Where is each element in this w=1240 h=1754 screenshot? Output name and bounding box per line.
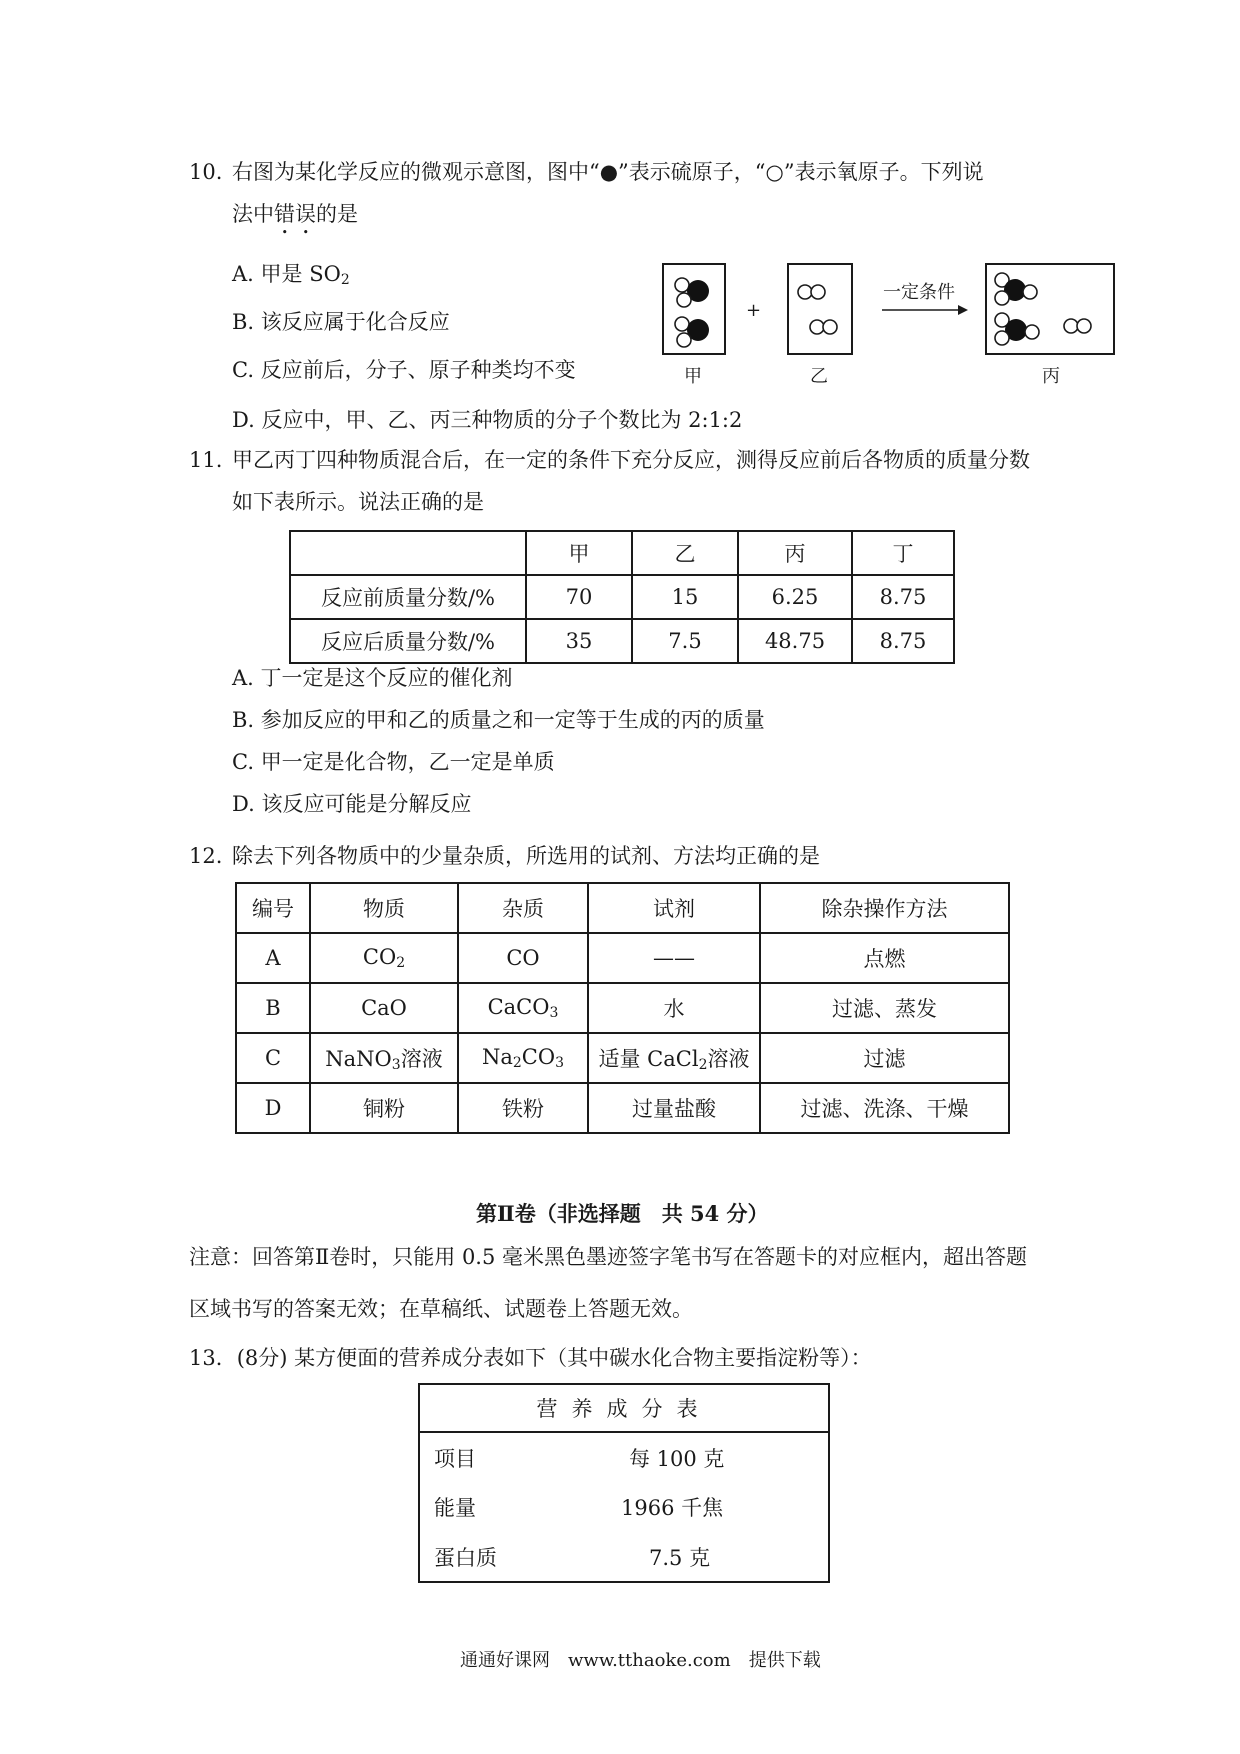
reagent-text: 适量 CaCl xyxy=(598,1047,699,1071)
formula-text: CaO xyxy=(361,996,407,1020)
table-cell xyxy=(588,933,760,983)
label-bing: 丙 xyxy=(1042,366,1060,387)
table-cell: 8.75 xyxy=(852,619,954,663)
reagent-text: —— xyxy=(653,946,695,970)
table-cell xyxy=(290,531,526,575)
box-yi xyxy=(788,264,852,354)
formula-subscript: 2 xyxy=(698,1057,708,1073)
formula-text: CO xyxy=(362,945,397,969)
option-text: 该反应可能是分解反应 xyxy=(261,792,472,816)
q10-number: 10. xyxy=(189,160,223,184)
box-jia xyxy=(663,264,725,354)
option-letter: B. xyxy=(232,708,255,732)
table-cell: 过滤、洗涤、干燥 xyxy=(760,1083,1009,1133)
table-cell: 杂质 xyxy=(458,883,588,933)
formula-text: 铁粉 xyxy=(502,1097,544,1121)
formula-text: CaCO xyxy=(487,995,550,1019)
o2-molecule-icon xyxy=(798,285,825,299)
table-cell: 每 100 克 xyxy=(629,1446,725,1471)
option-text: 甲一定是化合物，乙一定是单质 xyxy=(260,750,555,774)
reagent-text: 过量盐酸 xyxy=(632,1097,716,1121)
formula-text: CO xyxy=(521,1045,556,1069)
table-cell: 1966 千焦 xyxy=(621,1496,724,1520)
table-cell: 6.25 xyxy=(738,575,852,619)
page-footer: 通通好课网 www.tthaoke.com 提供下载 xyxy=(460,1650,821,1671)
nutrition-table xyxy=(418,1383,830,1583)
table-cell: 70 xyxy=(526,575,632,619)
table-cell: 物质 xyxy=(310,883,458,933)
table-cell: 蛋白质 xyxy=(434,1545,497,1570)
o2-molecule-icon xyxy=(810,320,837,334)
table-cell: 8.75 xyxy=(852,575,954,619)
option-letter: D. xyxy=(232,792,255,816)
arrow-head-icon xyxy=(958,305,968,315)
table-cell xyxy=(310,1033,458,1083)
option-text: 反应中，甲、乙、丙三种物质的分子个数比为 2:1:2 xyxy=(261,408,743,432)
table-cell: 编号 xyxy=(236,883,310,933)
table-row xyxy=(290,619,954,663)
label-jia: 甲 xyxy=(684,366,702,387)
table-cell xyxy=(458,933,588,983)
option-letter: A. xyxy=(232,666,254,690)
q11-stem-line1: 甲乙丙丁四种物质混合后，在一定的条件下充分反应，测得反应前后各物质的质量分数 xyxy=(232,448,1030,472)
option-text: 甲是 SO xyxy=(260,262,341,286)
option-text: 丁一定是这个反应的催化剂 xyxy=(260,666,513,690)
q10-stem-line1: 右图为某化学反应的微观示意图，图中“●”表示硫原子，“○”表示氧原子。下列说 xyxy=(232,160,984,184)
arrow-label: 一定条件 xyxy=(883,282,955,303)
formula-text: Na xyxy=(481,1045,513,1069)
option-letter: C. xyxy=(232,358,254,382)
q10-option-b xyxy=(232,310,450,335)
q10-stem-post: 的是 xyxy=(316,202,358,226)
table-cell: 过滤 xyxy=(760,1033,1009,1083)
table-cell: A xyxy=(236,933,310,983)
section-title: 第Ⅱ卷（非选择题 共 54 分） xyxy=(476,1201,769,1226)
table-cell: 试剂 xyxy=(588,883,760,933)
table-row xyxy=(236,1033,1009,1083)
table-cell: 除杂操作方法 xyxy=(760,883,1009,933)
formula-subscript: 3 xyxy=(549,1005,559,1021)
table-cell: 能量 xyxy=(434,1496,476,1520)
formula-text: 铜粉 xyxy=(363,1097,405,1121)
label-yi: 乙 xyxy=(810,366,828,387)
q12-number: 12. xyxy=(189,844,223,868)
so3-molecule-icon xyxy=(995,273,1037,305)
option-text: 参加反应的甲和乙的质量之和一定等于生成的丙的质量 xyxy=(260,708,765,732)
reagent-text: 水 xyxy=(663,997,685,1021)
table-cell: 反应前质量分数/% xyxy=(290,575,526,619)
table-cell xyxy=(310,933,458,983)
q11-number: 11. xyxy=(189,448,223,472)
q12-stem-line1: 除去下列各物质中的少量杂质，所选用的试剂、方法均正确的是 xyxy=(232,844,820,868)
table-header-row xyxy=(290,531,954,575)
option-letter: D. xyxy=(232,408,255,432)
table-cell: 丁 xyxy=(852,531,954,575)
q10-emphasis-word: 错误 xyxy=(274,202,316,226)
table-cell: 48.75 xyxy=(738,619,852,663)
q10-stem-pre: 法中 xyxy=(232,202,274,226)
formula-subscript: 3 xyxy=(391,1057,401,1073)
table-cell: C xyxy=(236,1033,310,1083)
q13-stem: 13．(8分) 某方便面的营养成分表如下（其中碳水化合物主要指淀粉等）： xyxy=(189,1346,872,1370)
option-text: 反应前后，分子、原子种类均不变 xyxy=(260,358,576,382)
table-cell: 15 xyxy=(632,575,738,619)
table-cell xyxy=(310,1083,458,1133)
option-letter: B. xyxy=(232,310,255,334)
table-cell: D xyxy=(236,1083,310,1133)
table-cell xyxy=(458,983,588,1033)
table-cell xyxy=(458,1033,588,1083)
table-cell: 乙 xyxy=(632,531,738,575)
table-row xyxy=(236,1083,1009,1133)
so3-molecule-icon xyxy=(995,313,1039,345)
table-header-row xyxy=(419,1384,829,1432)
q11-option-d xyxy=(232,792,471,817)
so2-molecule-icon xyxy=(675,317,709,347)
formula-text: CO xyxy=(506,946,540,970)
table-row xyxy=(236,933,1009,983)
q12-data-table xyxy=(235,882,1010,1134)
table-cell: 7.5 克 xyxy=(649,1545,711,1570)
q10-option-c xyxy=(232,358,576,383)
table-cell: 项目 xyxy=(434,1446,476,1471)
table-cell xyxy=(588,1033,760,1083)
q11-stem-line2: 如下表所示。说法正确的是 xyxy=(232,490,484,514)
table-cell xyxy=(588,1083,760,1133)
section-note-line1: 注意：回答第Ⅱ卷时，只能用 0.5 毫米黑色墨迹签字笔书写在答题卡的对应框内，超出答题 xyxy=(189,1245,1028,1269)
q11-data-table xyxy=(289,530,955,664)
section-note-line2: 区域书写的答案无效；在草稿纸、试题卷上答题无效。 xyxy=(189,1297,693,1321)
table-cell: 35 xyxy=(526,619,632,663)
table-row xyxy=(236,983,1009,1033)
formula-subscript: 3 xyxy=(555,1055,565,1071)
q11-option-c xyxy=(232,750,555,775)
table-cell xyxy=(588,983,760,1033)
table-cell xyxy=(310,983,458,1033)
option-subscript: 2 xyxy=(340,272,350,288)
table-cell: 过滤、蒸发 xyxy=(760,983,1009,1033)
formula-subscript: 2 xyxy=(512,1055,522,1071)
table-row xyxy=(419,1532,829,1582)
table-row xyxy=(419,1432,829,1482)
reagent-text: 溶液 xyxy=(707,1047,750,1071)
plus-sign: + xyxy=(746,300,762,321)
q11-option-b xyxy=(232,708,765,733)
table-row xyxy=(290,575,954,619)
table-cell: 点燃 xyxy=(760,933,1009,983)
table-row xyxy=(419,1482,829,1532)
table-cell: 反应后质量分数/% xyxy=(290,619,526,663)
table-header-row xyxy=(236,883,1009,933)
nutrition-table-title: 营养成分表 xyxy=(419,1384,829,1432)
so2-molecule-icon xyxy=(675,278,709,307)
table-cell xyxy=(458,1083,588,1133)
formula-text: 溶液 xyxy=(400,1047,443,1071)
table-cell: 7.5 xyxy=(632,619,738,663)
q10-option-d xyxy=(232,408,742,433)
q10-option-a xyxy=(232,262,350,289)
o2-molecule-icon xyxy=(1064,319,1091,333)
table-cell: 丙 xyxy=(738,531,852,575)
option-letter: C. xyxy=(232,750,254,774)
q11-option-a xyxy=(232,666,513,691)
table-cell: B xyxy=(236,983,310,1033)
formula-subscript: 2 xyxy=(396,955,406,971)
reaction-diagram xyxy=(660,258,1120,398)
option-text: 该反应属于化合反应 xyxy=(260,310,450,334)
table-cell: 甲 xyxy=(526,531,632,575)
q10-stem-line2 xyxy=(232,202,358,239)
option-letter: A. xyxy=(232,262,254,286)
formula-text: NaNO xyxy=(325,1047,392,1071)
